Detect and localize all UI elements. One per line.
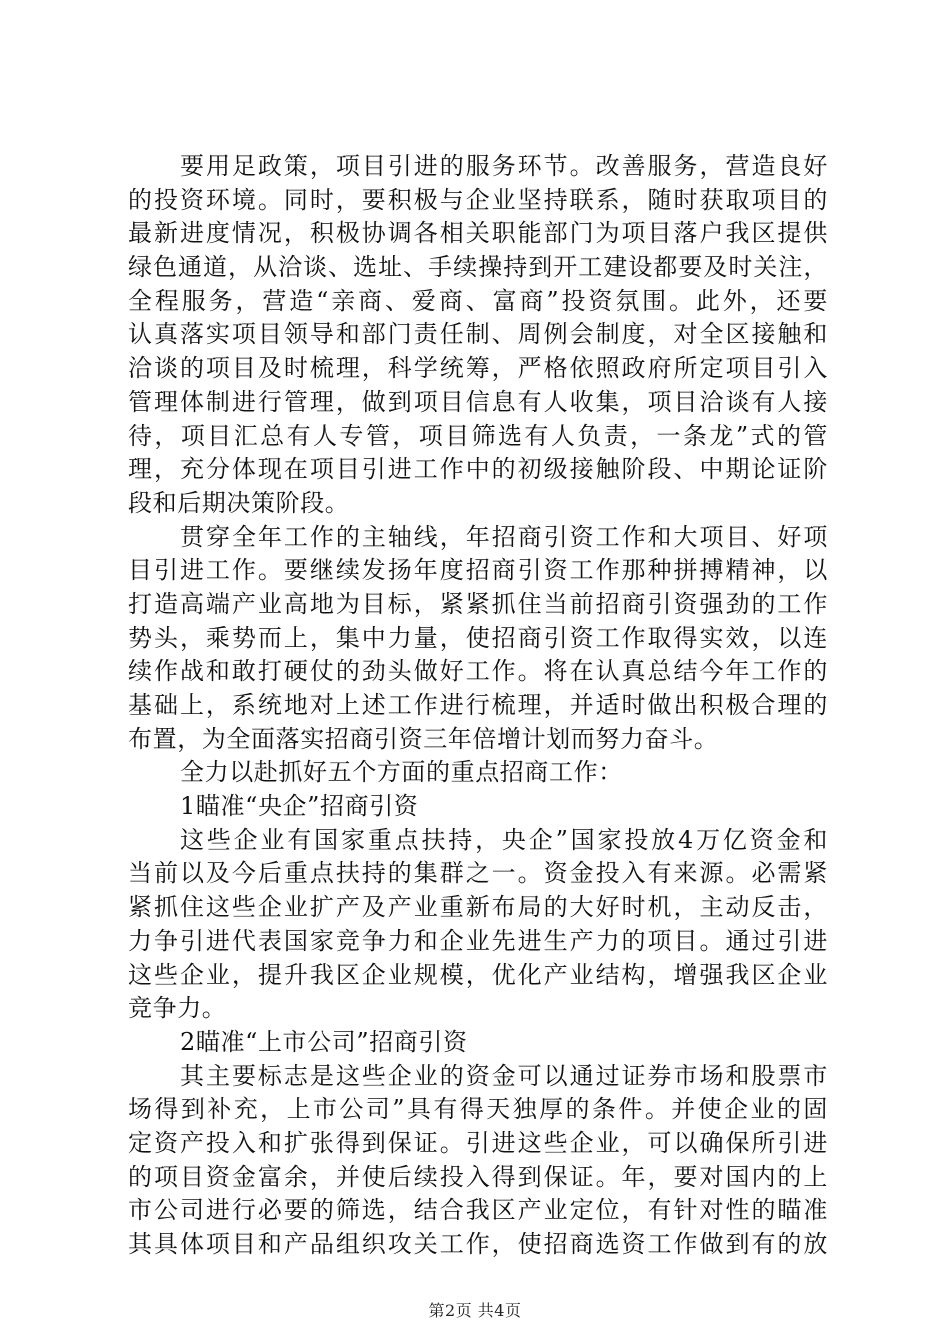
text-line: 的投资环境。同时，要积极与企业坚持联系，随时获取项目的 — [128, 185, 828, 214]
text-line: 全程服务，营造“亲商、爱商、富商”投资氛围。此外，还要 — [128, 286, 828, 315]
text-line: 洽谈的项目及时梳理，科学统筹，严格依照政府所定项目引入 — [128, 354, 828, 383]
text-line: 绿色通道，从洽谈、选址、手续操持到开工建设都要及时关注， — [128, 253, 828, 282]
document-body — [128, 150, 828, 1262]
text-line: 目引进工作。要继续发扬年度招商引资工作那种拼搏精神，以 — [128, 556, 828, 585]
text-line: 认真落实项目领导和部门责任制、周例会制度，对全区接触和 — [128, 320, 828, 349]
section-heading: 1瞄准“央企”招商引资 — [180, 792, 419, 821]
text-line: 段和后期决策阶段。 — [128, 488, 350, 517]
text-line: 管理体制进行管理，做到项目信息有人收集，项目洽谈有人接 — [128, 387, 828, 416]
text-line: 紧抓住这些企业扩产及产业重新布局的大好时机，主动反击， — [128, 893, 828, 922]
text-line: 这些企业，提升我区企业规模，优化产业结构，增强我区企业 — [128, 960, 828, 989]
text-line: 基础上，系统地对上述工作进行梳理，并适时做出积极合理的 — [128, 691, 828, 719]
text-line: 理，充分体现在项目引进工作中的初级接触阶段、中期论证阶 — [128, 455, 828, 484]
text-line: 其主要标志是这些企业的资金可以通过证券市场和股票市 — [180, 1061, 828, 1090]
text-line: 要用足政策，项目引进的服务环节。改善服务，营造良好 — [180, 152, 828, 180]
text-line: 其具体项目和产品组织攻关工作，使招商选资工作做到有的放 — [128, 1230, 828, 1258]
text-line: 的项目资金富余，并使后续投入得到保证。年，要对国内的上 — [128, 1162, 828, 1191]
text-line: 续作战和敢打硬仗的劲头做好工作。将在认真总结今年工作的 — [128, 657, 828, 686]
text-line: 最新进度情况，积极协调各相关职能部门为项目落户我区提供 — [128, 219, 828, 248]
section-heading: 2瞄准“上市公司”招商引资 — [180, 1027, 468, 1056]
section-intro: 全力以赴抓好五个方面的重点招商工作： — [180, 758, 623, 787]
text-line: 当前以及今后重点扶持的集群之一。资金投入有来源。必需紧 — [128, 859, 828, 888]
text-line: 竞争力。 — [128, 994, 227, 1023]
text-line: 待，项目汇总有人专管，项目筛选有人负责，一条龙”式的管 — [128, 421, 828, 450]
text-line: 势头，乘势而上，集中力量，使招商引资工作取得实效，以连 — [128, 623, 828, 652]
text-line: 布置，为全面落实招商引资三年倍增计划而努力奋斗。 — [128, 724, 719, 753]
text-line: 力争引进代表国家竞争力和企业先进生产力的项目。通过引进 — [128, 926, 828, 955]
text-line: 这些企业有国家重点扶持，央企”国家投放4万亿资金和 — [180, 825, 828, 854]
text-line: 定资产投入和扩张得到保证。引进这些企业，可以确保所引进 — [128, 1128, 828, 1157]
text-line: 贯穿全年工作的主轴线，年招商引资工作和大项目、好项 — [180, 522, 828, 551]
page-number-footer: 第2页 共4页 — [428, 1301, 522, 1320]
text-line: 市公司进行必要的筛选，结合我区产业定位，有针对性的瞄准 — [128, 1196, 828, 1225]
text-line: 场得到补充，上市公司”具有得天独厚的条件。并使企业的固 — [128, 1095, 828, 1124]
text-line: 打造高端产业高地为目标，紧紧抓住当前招商引资强劲的工作 — [128, 589, 828, 618]
